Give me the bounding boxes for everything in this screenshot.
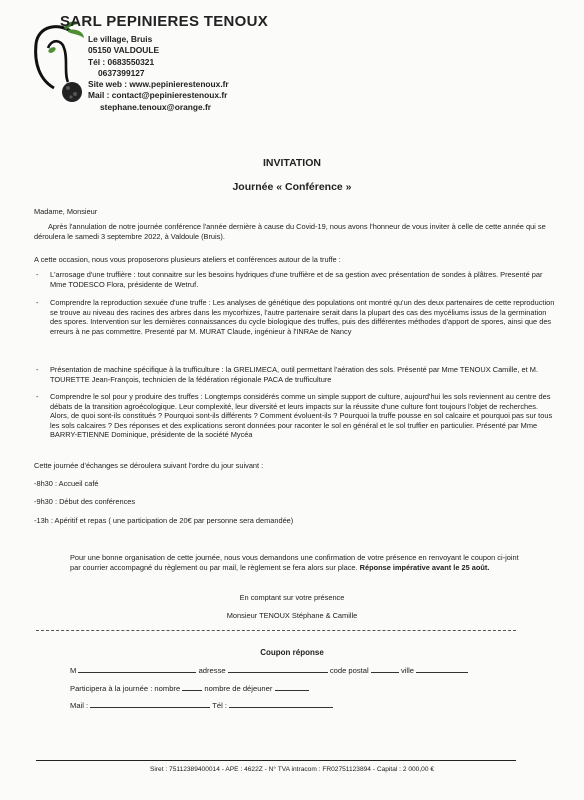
schedule-item: -9h30 : Début des conférences <box>34 497 136 506</box>
coupon-row-contact <box>70 700 333 710</box>
name-field[interactable] <box>78 665 196 673</box>
signature: Monsieur TENOUX Stéphane & Camille <box>226 611 358 620</box>
occasion-paragraph: A cette occasion, nous vous proposerons plusieurs ateliers et conférences autour de la truffe : <box>34 255 341 264</box>
address-line: 05150 VALDOULE <box>88 45 160 56</box>
phone-field[interactable] <box>229 700 333 708</box>
mail-line: Mail : contact@pepinierestenoux.fr <box>88 90 228 101</box>
address-line: 0637399127 <box>98 67 145 78</box>
coupon-row-participation <box>70 683 309 693</box>
company-logo <box>28 18 88 108</box>
cut-line <box>36 630 516 631</box>
company-address <box>88 34 229 113</box>
participants-field[interactable] <box>182 683 202 691</box>
m-label: M <box>70 666 77 675</box>
invitation-title: INVITATION <box>263 157 321 169</box>
coupon-row-name <box>70 665 468 675</box>
company-name: SARL PEPINIERES TENOUX <box>60 13 269 30</box>
postal-code-field[interactable] <box>371 665 399 673</box>
mail-label: Mail : <box>70 701 89 710</box>
confirmation-paragraph: Pour une bonne organisation de cette journée, nous vous demandons une confirmation de votre présence en renvoyant le coupon ci-joint par courrier accompagné du règlement ou par mail, le règlement se fera alors sur place. Réponse impérative avant le 25 août. <box>70 553 519 572</box>
adresse-label: adresse <box>198 666 226 675</box>
schedule-intro: Cette journée d'échanges se déroulera suivant l'ordre du jour suivant : <box>34 461 264 470</box>
footer-divider <box>36 760 516 761</box>
mail-field[interactable] <box>90 700 210 708</box>
address-line: Tél : 0683550321 <box>88 56 155 67</box>
schedule-item: -13h : Apéritif et repas ( une participation de 20€ par personne sera demandée) <box>34 516 294 525</box>
code-postal-label: code postal <box>329 666 369 675</box>
coupon-title: Coupon réponse <box>260 648 324 657</box>
mail-line: stephane.tenoux@orange.fr <box>100 101 212 112</box>
schedule-item: -8h30 : Accueil café <box>34 479 99 488</box>
footer-legal: Siret : 75112389400014 - APE : 4622Z - N° TVA intracom : FR02751123894 - Capital : 2 000,00 € <box>149 766 435 773</box>
website-line: Site web : www.pepinierestenoux.fr <box>88 79 229 90</box>
tel-label: Tél : <box>212 701 228 710</box>
ville-label: ville <box>400 666 415 675</box>
participera-label: Participera à la journée : nombre <box>70 684 181 693</box>
list-item: - Comprendre le sol pour y produire des truffes : Longtemps considérés comme un simple support de culture, aujourd'hui les sols reviennent au centre des débats de la transition agroécologique. Leur complexité, leur diversité et leurs impacts sur la réussite d'une culture font toujours l'objet de recherches. Alors, de quoi sont-ils constitués ? Pourquoi sont-ils différents ? Comment évoluent-ils ? Pourquoi la truffe pousse en sol calcaire et pourquoi pas sur tous les sols calcaires ? Des réponses et des explications seront données pour raconter le sol en général et le sol truffier en particulier. Présenté par Mme BARRY-ETIENNE Dominique, présidente de la société Mycéa <box>36 392 553 440</box>
intro-paragraph: Après l'annulation de notre journée conférence l'année dernière à cause du Covid-19, nous avons l'honneur de vous inviter à celle de cette année qui se déroulera le samedi 3 septembre 2022, à Valdoule (Bruis). <box>34 222 546 241</box>
city-field[interactable] <box>416 665 468 673</box>
invitation-subtitle: Journée « Conférence » <box>232 181 352 193</box>
dejeuner-label: nombre de déjeuner <box>204 684 273 693</box>
lunch-count-field[interactable] <box>275 683 309 691</box>
list-item: - L'arrosage d'une truffière : tout connaitre sur les besoins hydriques d'une truffière et de sa gestion avec présentation de sondes à plâtres. Presenté par Mme TODESCO Flora, présidente de Wetruf. <box>36 270 543 289</box>
list-item: - Présentation de machine spécifique à la trufficulture : la GRELIMECA, outil permettant l'aération des sols. Présenté par Mme TENOUX Camille, et M. TOURETTE Jean-François, technicien de la fédération régionale PACA de trufficulture <box>36 365 538 384</box>
list-item: - Comprendre la reproduction sexuée d'une truffe : Les analyses de génétique des populations ont montré qu'un des deux partenaires de cette reproduction se trouve au niveau des racines des arbres dans les mycorhizes, l'autre partenaire serait dans la plupart des cas des mycéliums issus de la germination des spores. Intervention sur les dernières connaissances du cycle biologique des truffes, puis des différentes méthodes d'apport de spores, ainsi que des erreurs à ne pas commettre. Presenté par M. MURAT Claude, ingénieur à l'INRAe de Nancy <box>36 298 555 336</box>
address-line: Le village, Bruis <box>88 34 153 44</box>
closing-line: En comptant sur votre présence <box>239 593 345 602</box>
address-field[interactable] <box>228 665 328 673</box>
deadline-text: Réponse impérative avant le 25 août. <box>359 562 490 572</box>
salutation: Madame, Monsieur <box>34 207 98 216</box>
